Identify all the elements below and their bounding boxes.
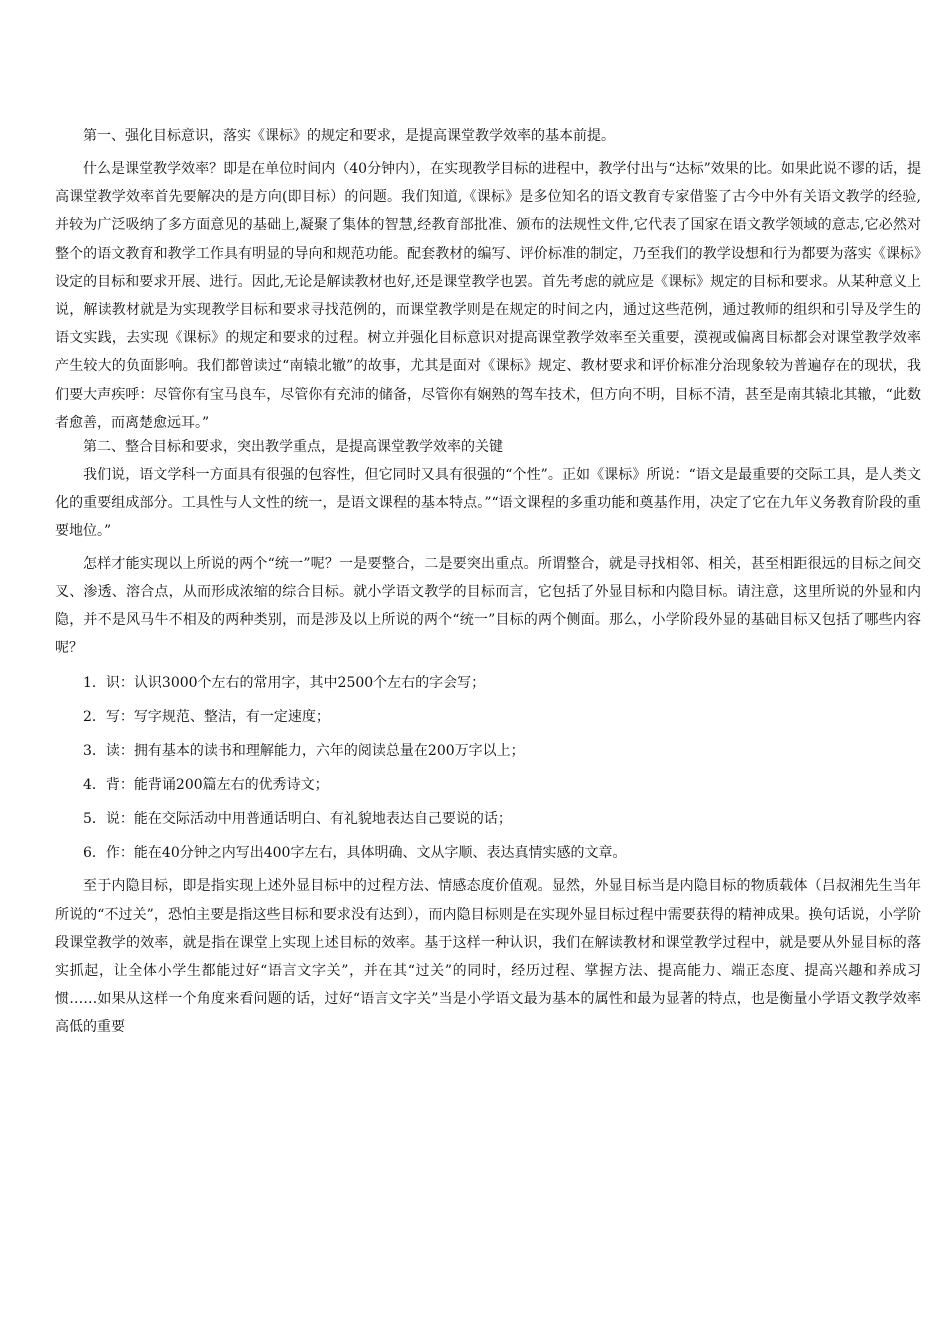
section-1-paragraph: 什么是课堂教学效率？即是在单位时间内（40分钟内），在实现教学目标的进程中，教学付出与“达标”效果的比。如果此说不谬的话，提高课堂教学效率首先要解决的是方向(即目标）的问题。我们知道,《课标》是多位知名的语文教育专家借鉴了古今中外有关语文教学的经验,并较为广泛吸纳了多方面意见的基础上,凝聚了集体的智慧,经教育部批准、颁布的法规性文件,它代表了国家在语文教学领域的意志,它必然对整个的语文教育和教学工作具有明显的导向和规范功能。配套教材的编写、评价标准的制定，乃至我们的教学设想和行为都要为落实《课标》设定的目标和要求开展、进行。因此,无论是解读教材也好,还是课堂教学也罢。首先考虑的就应是《课标》规定的目标和要求。从某种意义上说，解读教材就是为实现教学目标和要求寻找范例的，而课堂教学则是在规定的时间之内，通过这些范例，通过教师的组织和引导及学生的语文实践，去实现《课标》的规定和要求的过程。树立并强化目标意识对提高课堂教学效率至关重要，漠视或偏离目标都会对课堂教学效率产生较大的负面影响。我们都曾读过“南辕北辙”的故事，尤其是面对《课标》规定、教材要求和评价标准分治现象较为普遍存在的现状，我们要大声疾呼：尽管你有宝马良车，尽管你有充沛的储备，尽管你有娴熟的驾车技术，但方向不明，目标不清，甚至是南其辕北其辙，“此数者愈善，而离楚愈远耳。” — [55, 161, 921, 431]
list-item: 2．写：写字规范、整洁，有一定速度； — [83, 709, 330, 726]
list-item: 3．读：拥有基本的读书和理解能力，六年的阅读总量在200万字以上； — [83, 743, 525, 760]
list-item: 4．背：能背诵200篇左右的优秀诗文； — [83, 777, 329, 794]
section-2-heading: 第二、整合目标和要求，突出教学重点，是提高课堂教学效率的关键 — [83, 439, 503, 456]
list-item: 5．说：能在交际活动中用普通话明白、有礼貌地表达自己要说的话； — [83, 811, 512, 828]
section-2-paragraph-1: 我们说，语文学科一方面具有很强的包容性，但它同时又具有很强的“个性”。正如《课标》所说：“语文是最重要的交际工具，是人类文化的重要组成部分。工具性与人文性的统一，是语文课程的基本特点。”“语文课程的多重功能和奠基作用，决定了它在九年义务教育阶段的重要地位。” — [55, 467, 921, 540]
section-1-heading: 第一、强化目标意识，落实《课标》的规定和要求，是提高课堂教学效率的基本前提。 — [83, 128, 615, 144]
list-item: 1．识：认识3000个左右的常用字，其中2500个左右的字会写； — [83, 675, 486, 692]
section-2-paragraph-2: 怎样才能实现以上所说的两个“统一”呢？一是要整合，二是要突出重点。所谓整合，就是寻找相邻、相关，甚至相距很远的目标之间交叉、渗透、溶合点，从而形成浓缩的综合目标。就小学语文教学的目标而言，它包括了外显目标和内隐目标。请注意，这里所说的外显和内隐，并不是风马牛不相及的两种类别，而是涉及以上所说的两个“统一”目标的两个侧面。那么，小学阶段外显的基础目标又包括了哪些内容呢？ — [55, 555, 921, 657]
list-item: 6．作：能在40分钟之内写出400字左右，具体明确、文从字顺、表达真情实感的文章。 — [83, 845, 627, 862]
document-body — [55, 126, 921, 1042]
section-2-paragraph-3: 至于内隐目标，即是指实现上述外显目标中的过程方法、情感态度价值观。显然，外显目标当是内隐目标的物质载体（吕叔湘先生当年所说的“不过关”，恐怕主要是指这些目标和要求没有达到），而内隐目标则是在实现外显目标过程中需要获得的精神成果。换句话说，小学阶段课堂教学的效率，就是指在课堂上实现上述目标的效率。基于这样一种认识，我们在解读教材和课堂教学过程中，就是要从外显目标的落实抓起，让全体小学生都能过好“语言文字关”，并在其“过关”的同时，经历过程、掌握方法、提高能力、端正态度、提高兴趣和养成习惯……如果从这样一个角度来看问题的话，过好“语言文字关”当是小学语文最为基本的属性和最为显著的特点，也是衡量小学语文教学效率高低的重要 — [55, 878, 921, 1036]
